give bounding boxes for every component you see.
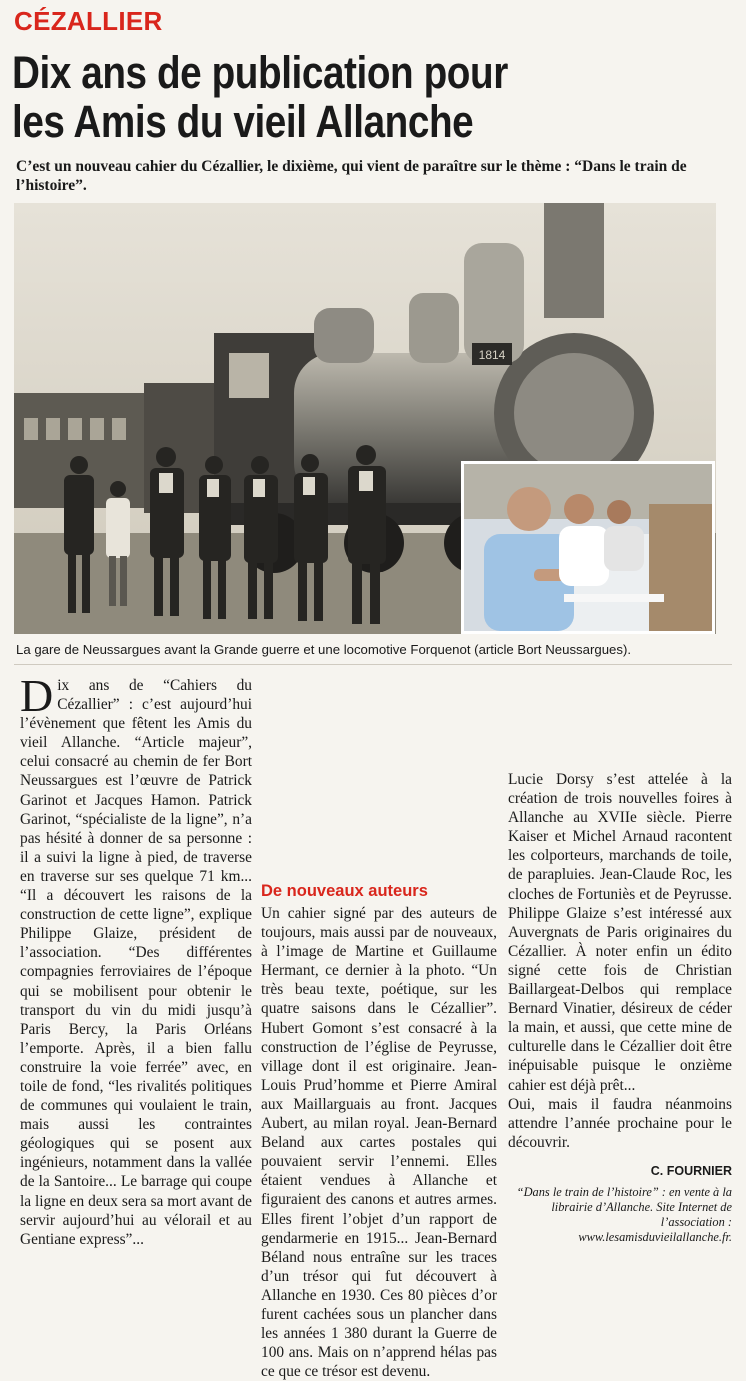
- article-paragraph-3: Lucie Dorsy s’est attelée à la création de trois nouvelles foires à Allanche au XVIIe siècle. Pierre Kaiser et Michel Arnaud racontent les colporteurs, marchands de toile, de parapluies. Jean-Claude Roc, les cloches de Fortuniès et de Peyrusse. Philippe Glaize s’est intéressé aux Auvergnats de Paris originaires du Cézallier. À noter enfin un édito signé cette fois de Christian Baillargeat-Delbos qui remplace Bernard Vinatier, désireux de céder la main, et aussi, que cette mine de culturelle dans le Cézallier doit être inépuisable puisque le onzième cahier est déjà prêt...: [508, 771, 732, 1094]
- article-paragraph-4: Oui, mais il faudra néanmoins attendre l’année prochaine pour le découvrir.: [508, 1095, 732, 1151]
- article-column-1: [20, 670, 252, 1249]
- section-rubric: CÉZALLIER: [14, 6, 163, 36]
- signing-session-illustration: [464, 464, 712, 631]
- headline: [12, 48, 631, 146]
- subhead-new-authors: De nouveaux auteurs: [261, 882, 428, 900]
- caption-divider: [14, 664, 732, 665]
- sales-info: “Dans le train de l’histoire” : en vente à la librairie d’Allanche. Site Internet de l’association : www.lesamisduvieilallanche.fr.: [516, 1184, 732, 1244]
- article-column-2: [261, 876, 497, 1381]
- locomotive-number: 1814: [478, 348, 506, 362]
- headline-line-2: les Amis du vieil Allanche: [12, 96, 474, 147]
- author-byline: C. FOURNIER: [650, 1163, 732, 1178]
- article-paragraph-1: ix ans de “Cahiers du Cézallier” : c’est aujourd’hui l’évènement que fêtent les Amis du vieil Allanche. “Article majeur”, celui consacré au chemin de fer Bort Neussargues est l’œuvre de Patrick Garinot et Jacques Hamon. Patrick Garinot, “spécialiste de la ligne”, n’a pas hésité à donner de sa personne : il a suivi la ligne à pied, de traverse en traverse sur ses quelque 71 km... “Il a découvert les raisons de la construction de cette ligne”, explique Philippe Glaize, président de l’association. “Des différentes compagnies ferroviaires de l’époque qui se mobilisent pour obtenir le transport du vin du midi jusqu’à Paris Bercy, la Paris Orléans l’emporte. Après, il a bien fallu construire la voie ferrée” avec, en toile de fond, “les rivalités politiques de communes qui voulaient le train, mais aussi les contraintes géologiques qui se posent aux ingénieurs, notamment dans la vallée de la Santoire... Le barrage qui coupe la ligne en deux sera sa mort avant de servir aujourd’hui au vélorail et au Gentiane express”...: [20, 677, 252, 1248]
- photo-caption: La gare de Neussargues avant la Grande guerre et une locomotive Forquenot (article Bort Neussargues).: [16, 642, 632, 657]
- article-column-3: [508, 770, 732, 1245]
- workshop-inset-photo: [461, 461, 715, 634]
- article-paragraph-2: Un cahier signé par des auteurs de toujours, mais aussi par de nouveaux, à l’image de Martine et Guillaume Hermant, ce dernier à la photo. “Un très beau texte, poétique, sur les quatre saisons dans le Cézallier”. Hubert Gomont s’est consacré à la construction de l’église de Peyrusse, village dont il est originaire. Jean-Louis Prud’homme et Pierre Amiral aux Maillarguais au front. Jacques Aubert, au milan royal. Jean-Bernard Beland aux cartes postales qui pouvaient servir l’ennemi. Elles étaient vendues à Allanche et figuraient des canons et autres armes. Elles firent l’objet d’un rapport de gendarmerie en 1915... Jean-Bernard Béland nous entraîne sur les traces d’un trésor qui fut découvert à Allanche en 1930. Ces 80 pièces d’or furent cachées sous un plancher dans les années 1 380 durant la Guerre de 100 ans. Mais on n’apprend hélas pas ce que ce trésor est devenu.: [261, 905, 497, 1381]
- article-lead-paragraph: [20, 670, 252, 1249]
- drop-cap: D: [20, 670, 54, 721]
- intro-standfirst: C’est un nouveau cahier du Cézallier, le dixième, qui vient de paraître sur le thème : “Dans le train de l’histoire”.: [16, 158, 687, 194]
- headline-line-1: Dix ans de publication pour: [12, 47, 508, 98]
